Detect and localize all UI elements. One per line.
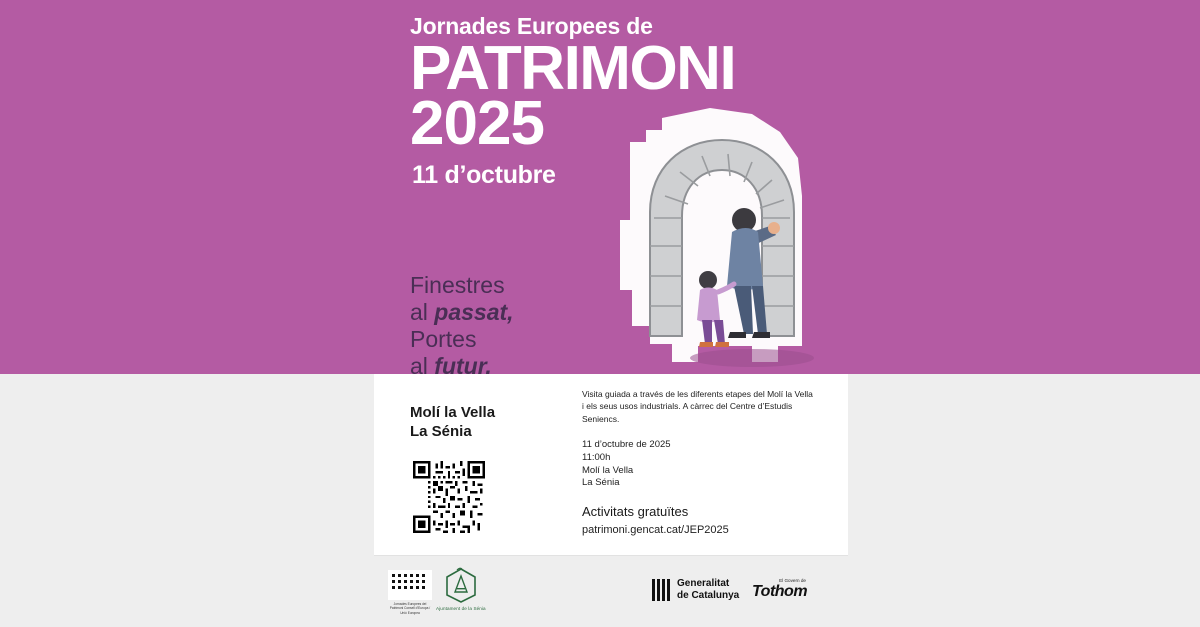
- event-place-line-1: Molí la Vella: [582, 464, 634, 476]
- ajuntament-caption: Ajuntament de la Sénia: [436, 606, 486, 611]
- poster-kicker: Jornades Europees de: [410, 13, 653, 39]
- venue-line-2: La Sénia: [410, 422, 472, 440]
- european-heritage-days-caption: Jornades Europees del Patrimoni Consell d’Europa / Unió Europea: [389, 602, 431, 615]
- free-activities-label: Activitats gratuïtes: [582, 504, 689, 520]
- event-date: 11 d’octubre de 2025: [582, 438, 671, 450]
- european-heritage-days-logo: [388, 570, 432, 615]
- slogan-line-4-prefix: al: [410, 353, 435, 374]
- event-time: 11:00h: [582, 451, 611, 463]
- poster-slogan: [410, 272, 514, 374]
- venue-line-1: Molí la Vella: [410, 404, 496, 421]
- poster-header-area: [374, 0, 848, 374]
- govern-de-tothom-word: Tothom: [752, 583, 808, 600]
- left-background-panel: [0, 0, 374, 374]
- event-details: [582, 388, 814, 536]
- event-url[interactable]: patrimoni.gencat.cat/JEP2025: [582, 524, 729, 537]
- poster-title: PATRIMONI: [410, 34, 736, 104]
- slogan-line-3: Portes: [410, 326, 477, 353]
- govern-de-tothom-logo: [752, 578, 807, 600]
- generalitat-line-2: de Catalunya: [677, 589, 740, 601]
- event-when-block: [582, 439, 814, 490]
- right-background-panel: [848, 0, 1200, 374]
- event-description: Visita guiada a través de les diferents etapes del Molí la Vella i els seus usos industrials. A càrrec del Centre d’Estudis Seniencs.: [582, 389, 813, 424]
- generalitat-wordmark: [677, 578, 739, 601]
- event-place-line-2: La Sénia: [582, 477, 620, 489]
- slogan-line-2-prefix: al: [410, 299, 435, 326]
- right-background-panel-lower: [848, 374, 1200, 627]
- poster-footer-logos: [374, 555, 848, 627]
- ajuntament-la-senia-logo: [436, 566, 486, 611]
- poster-year: 2025: [410, 89, 544, 159]
- govern-de-tothom-sub: El Govern de: [779, 578, 806, 583]
- slogan-line-1: Finestres: [410, 272, 505, 298]
- slogan-line-4-emphasis: futur.: [434, 353, 492, 374]
- event-poster: [374, 0, 848, 627]
- roman-arch-illustration: [602, 100, 842, 374]
- slogan-line-2-emphasis: passat,: [434, 299, 514, 326]
- generalitat-de-catalunya-logo: [652, 578, 739, 601]
- generalitat-line-1: Generalitat: [677, 578, 730, 589]
- venue-block: [410, 404, 495, 442]
- qr-code[interactable]: [410, 458, 488, 536]
- left-background-panel-lower: [0, 374, 374, 627]
- poster-info-area: [374, 374, 848, 555]
- poster-date: 11 d’octubre: [412, 161, 556, 190]
